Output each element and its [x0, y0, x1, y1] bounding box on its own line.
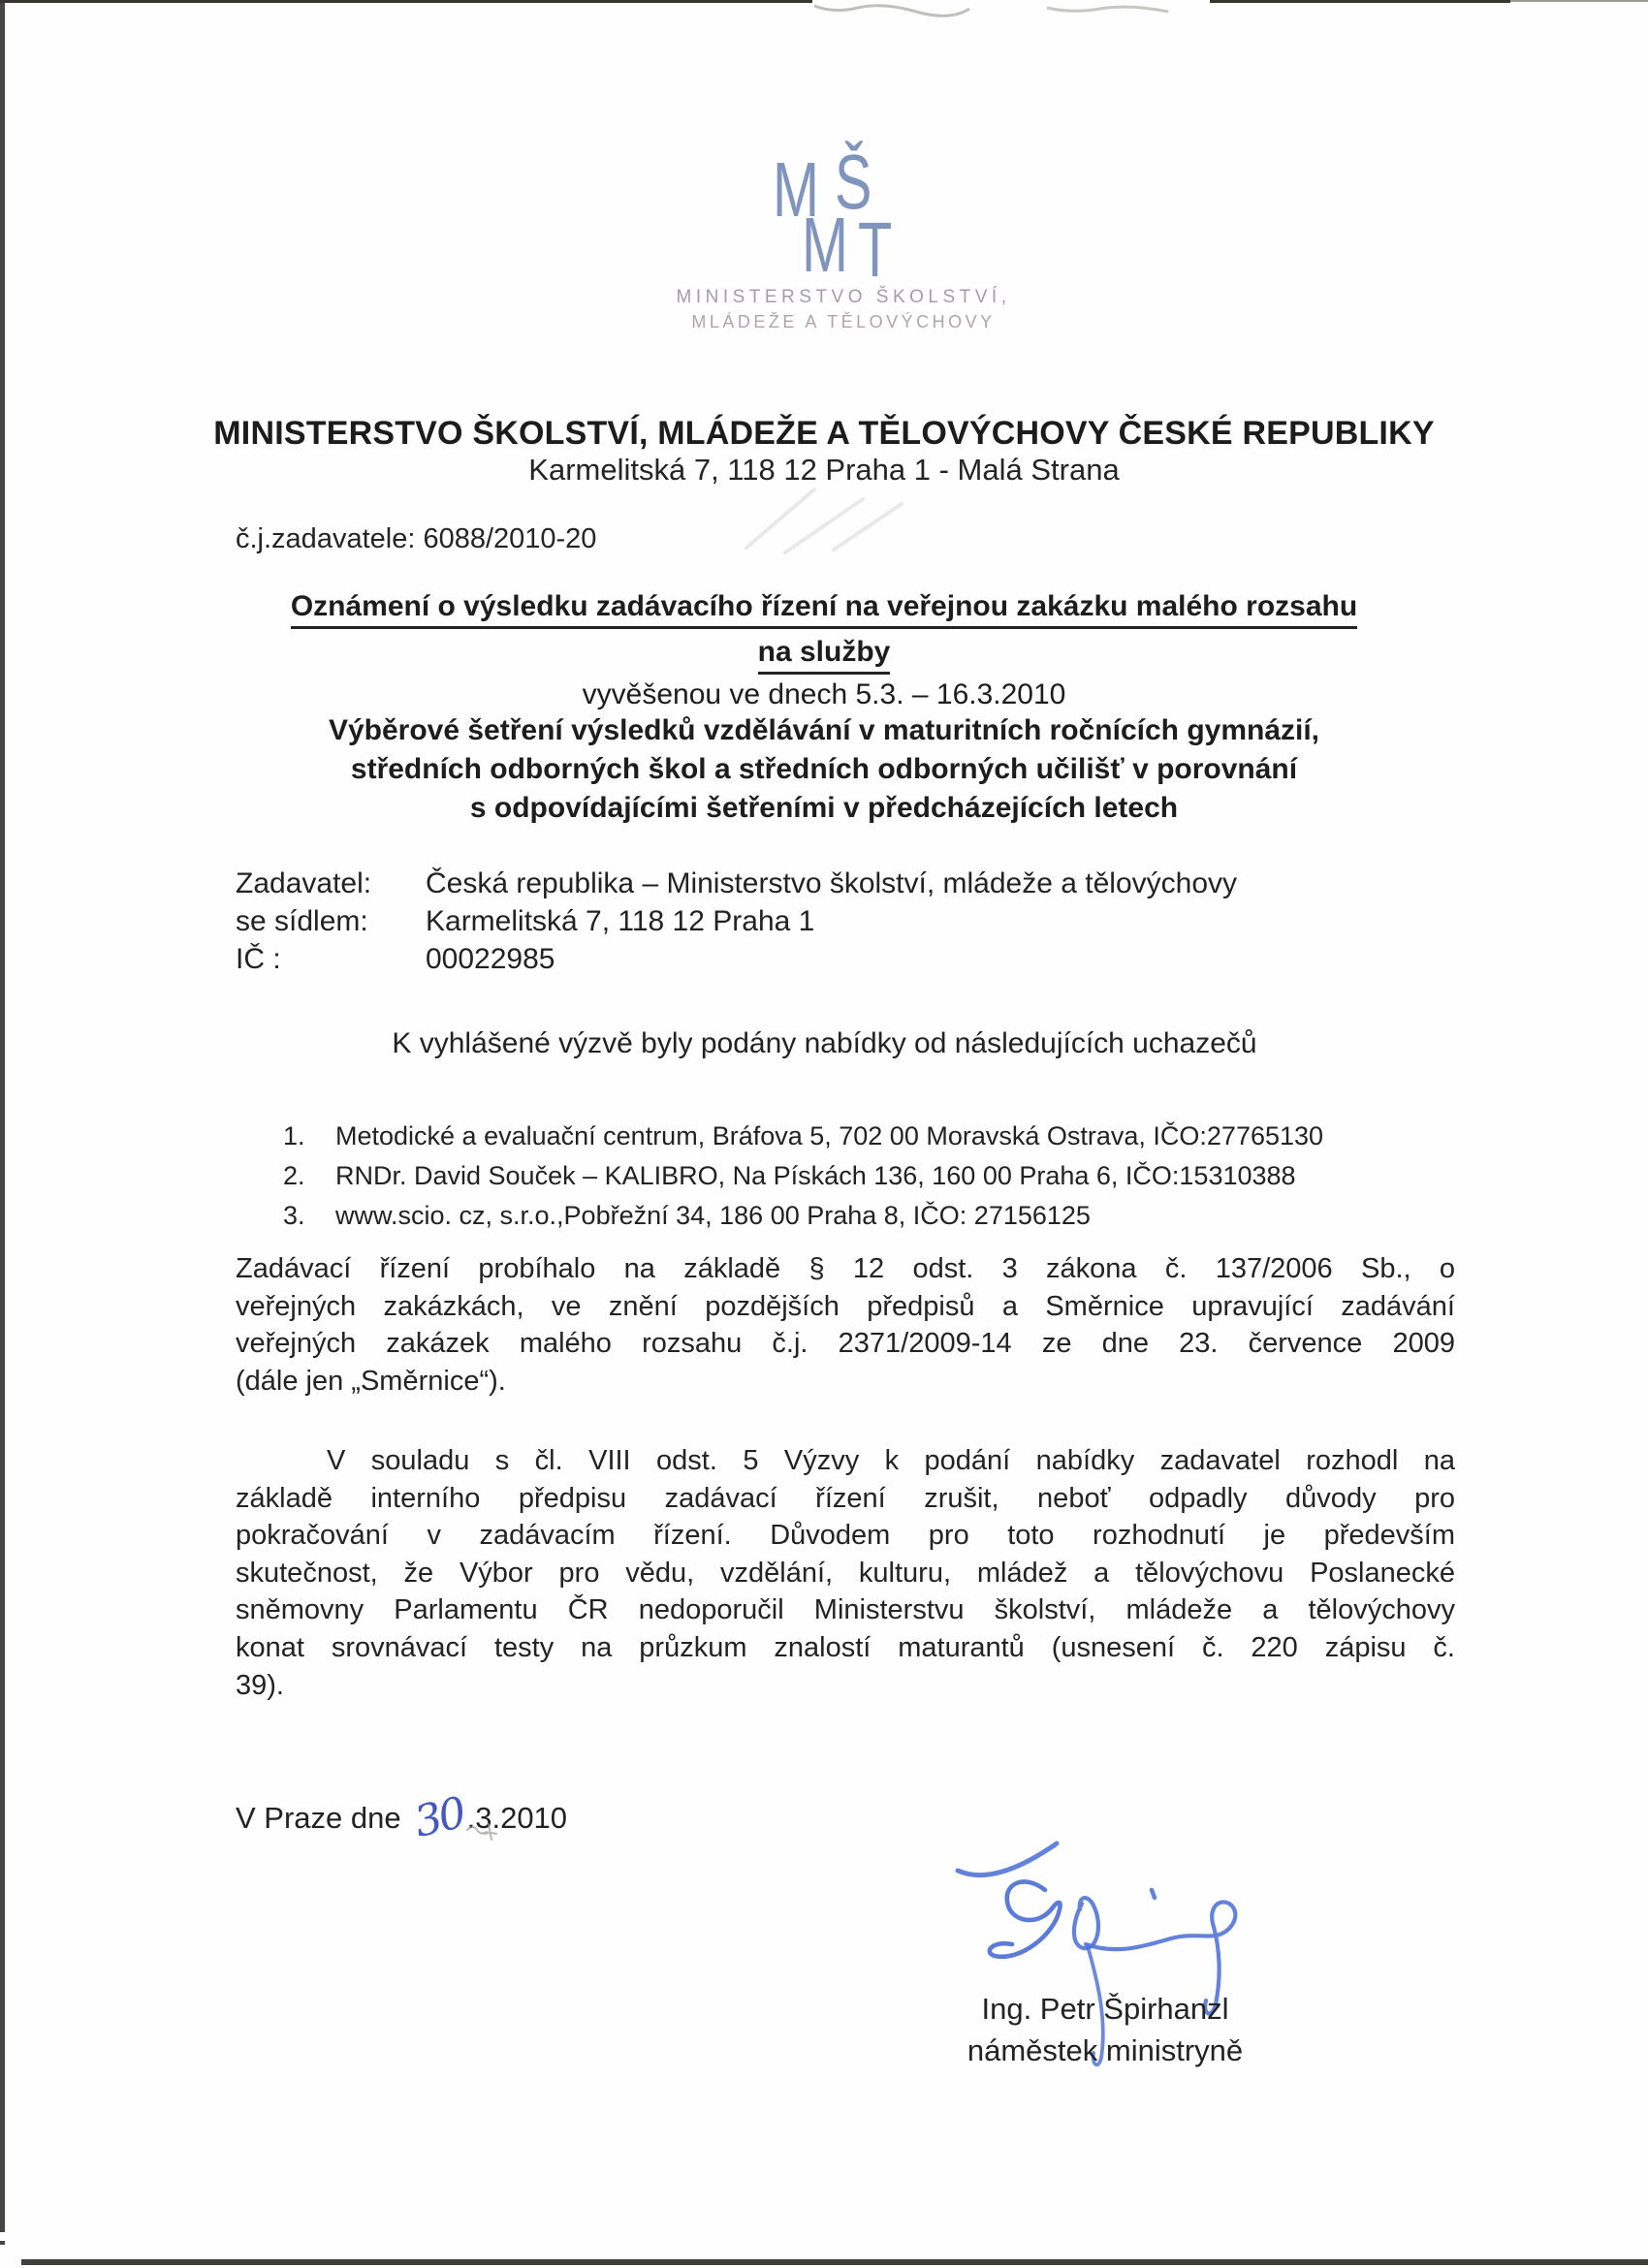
- list-item: www.scio. cz, s.r.o.,Pobřežní 34, 186 00 Praha 8, IČO: 27156125: [335, 1201, 1091, 1230]
- paragraph-line: pokračování v zadávacím řízení. Důvodem pro toto rozhodnutí je především: [236, 1520, 1455, 1552]
- logo-letter-m2: M: [802, 202, 848, 288]
- authority-label: se sídlem:: [236, 905, 368, 937]
- subject-line1: Výběrové šetření výsledků vzdělávání v maturitních ročnících gymnázií,: [328, 714, 1320, 746]
- scan-edge-bottom: [21, 2259, 1648, 2265]
- posted-dates: vyvěšenou ve dnech 5.3. – 16.3.2010: [582, 678, 1066, 710]
- place-date-prefix: V Praze dne: [236, 1801, 401, 1835]
- notice-heading-line2: [0, 636, 1648, 675]
- body-paragraph-2: [236, 1442, 1455, 1704]
- signer-title: náměstek ministryně: [967, 2033, 1244, 2067]
- list-item-number: 1.: [283, 1121, 305, 1150]
- paragraph-line: skutečnost, že Výbor pro vědu, vzdělání, kulturu, mládež a tělovýchovu Poslanecké: [236, 1557, 1455, 1589]
- place-date-line: [236, 1788, 568, 1847]
- paragraph-line: Zadávací řízení probíhalo na základě § 12 odst. 3 zákona č. 137/2006 Sb., o: [236, 1253, 1455, 1284]
- logo-caption-line1: MINISTERSTVO ŠKOLSTVÍ,: [676, 287, 1011, 307]
- scan-edge-top: [0, 0, 812, 3]
- authority-label: IČ :: [236, 943, 281, 975]
- subject-line3: s odpovídajícími šetřeními v předcházejících letech: [469, 792, 1179, 824]
- paragraph-line: veřejných zakázek malého rozsahu č.j. 2371/2009-14 ze dne 23. července 2009: [236, 1328, 1455, 1360]
- scan-noise-top: [805, 0, 1221, 17]
- notice-heading-line2-text: na služby: [758, 636, 891, 675]
- scan-smudge: [727, 480, 940, 557]
- scan-edge-top: [1210, 0, 1510, 3]
- reference-number: č.j.zadavatele: 6088/2010-20: [236, 523, 597, 554]
- handwritten-day: 30: [409, 1788, 468, 1847]
- paragraph-line: základě interního předpisu zadávací řízení zrušit, neboť odpadly důvody pro: [236, 1482, 1455, 1514]
- notice-heading-line1: [0, 590, 1648, 629]
- logo-letter-s: Š: [835, 139, 872, 225]
- logo-caption-line2: MLÁDEŽE A TĚLOVÝCHOVY: [691, 312, 996, 331]
- body-paragraph-1: [236, 1250, 1455, 1400]
- ministry-address: Karmelitská 7, 118 12 Praha 1 - Malá Strana: [528, 453, 1120, 487]
- logo-letter-m: M: [773, 146, 819, 233]
- signer-name: Ing. Petr Špirhanzl: [981, 1992, 1229, 2026]
- list-item-number: 3.: [283, 1201, 305, 1230]
- subject-line2: středních odborných škol a středních odborných učilišť v porovnání: [350, 753, 1298, 785]
- scan-edge-left: [0, 0, 5, 2245]
- list-item-number: 2.: [283, 1161, 305, 1190]
- paragraph-line: veřejných zakázkách, ve znění pozdějších předpisů a Směrnice upravující zadávání: [236, 1290, 1455, 1322]
- authority-value: Česká republika – Ministerstvo školství, mládeže a tělovýchovy: [426, 867, 1238, 899]
- bidders-intro: K vyhlášené výzvě byly podány nabídky od následujících uchazečů: [392, 1027, 1257, 1059]
- notice-heading-line1-text: Oznámení o výsledku zadávacího řízení na veřejnou zakázku malého rozsahu: [291, 590, 1357, 629]
- scan-pencil-mark: [463, 1820, 506, 1845]
- date-suffix: .3.2010: [466, 1801, 568, 1835]
- scan-edge-left-notch: [0, 2232, 5, 2241]
- authority-block: [236, 865, 1515, 978]
- paragraph-line: 39).: [236, 1669, 284, 1701]
- paragraph-line: V souladu s čl. VIII odst. 5 Výzvy k podání nabídky zadavatel rozhodl na: [327, 1445, 1455, 1476]
- list-item: Metodické a evaluační centrum, Bráfova 5, 702 00 Moravská Ostrava, IČO:27765130: [335, 1121, 1324, 1150]
- bidders-list: [283, 1117, 1417, 1236]
- scan-edge-top: [1510, 0, 1648, 2]
- authority-label: Zadavatel:: [236, 867, 372, 899]
- paragraph-line: sněmovny Parlamentu ČR nedoporučil Ministerstvu školství, mládeže a tělovýchovy: [236, 1594, 1455, 1626]
- logo-letter-t: T: [858, 206, 893, 293]
- list-item: RNDr. David Souček – KALIBRO, Na Pískách 136, 160 00 Praha 6, IČO:15310388: [335, 1161, 1296, 1190]
- paragraph-line: konat srovnávací testy na průzkum znalostí maturantů (usnesení č. 220 zápisu č.: [236, 1631, 1455, 1663]
- authority-value: 00022985: [426, 943, 555, 975]
- paragraph-line: (dále jen „Směrnice“).: [236, 1365, 506, 1397]
- authority-value: Karmelitská 7, 118 12 Praha 1: [426, 905, 815, 937]
- ministry-title: MINISTERSTVO ŠKOLSTVÍ, MLÁDEŽE A TĚLOVÝCHOVY ČESKÉ REPUBLIKY: [213, 415, 1435, 452]
